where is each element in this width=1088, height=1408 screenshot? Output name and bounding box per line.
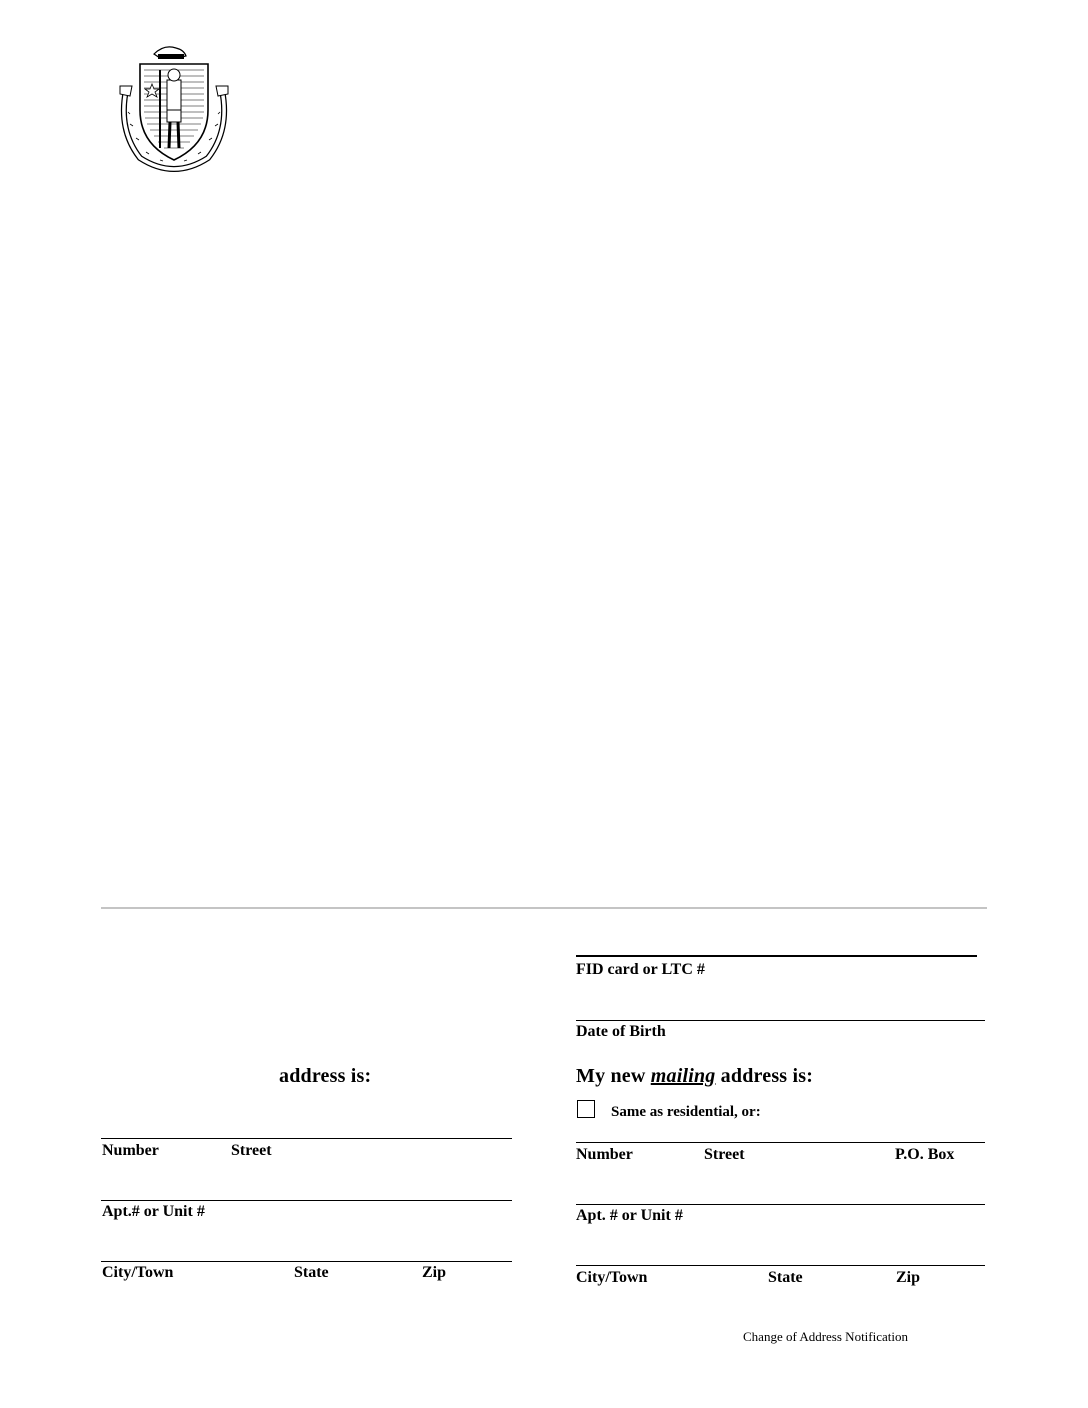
right-apt-label: Apt. # or Unit # (576, 1207, 683, 1224)
right-city-label: City/Town (576, 1269, 648, 1286)
mailing-address-heading (576, 1066, 813, 1086)
same-as-residential-checkbox[interactable] (577, 1100, 595, 1118)
dob-label: Date of Birth (576, 1023, 666, 1040)
left-apt-line[interactable] (101, 1200, 512, 1201)
left-apt-label: Apt.# or Unit # (102, 1203, 205, 1220)
left-street-label: Street (231, 1142, 272, 1159)
dob-line[interactable] (576, 1020, 985, 1021)
left-city-line[interactable] (101, 1261, 512, 1262)
right-number-label: Number (576, 1146, 633, 1163)
residential-address-heading: address is: (279, 1065, 372, 1087)
state-seal-logo (112, 40, 236, 180)
right-apt-line[interactable] (576, 1204, 985, 1205)
massachusetts-state-seal-icon (112, 40, 236, 180)
right-zip-label: Zip (896, 1269, 921, 1286)
left-number-label: Number (102, 1142, 159, 1159)
right-number-street-line[interactable] (576, 1142, 985, 1143)
right-city-line[interactable] (576, 1265, 985, 1266)
right-po-box-label: P.O. Box (895, 1146, 955, 1163)
mailing-heading-suffix: address is: (715, 1065, 814, 1087)
right-state-label: State (768, 1269, 803, 1286)
fid-label: FID card or LTC # (576, 961, 705, 978)
form-footer-title: Change of Address Notification (743, 1329, 908, 1344)
section-divider (101, 907, 987, 909)
fid-number-line[interactable] (576, 955, 977, 957)
left-zip-label: Zip (422, 1264, 447, 1281)
mailing-heading-prefix: My new (576, 1065, 651, 1087)
left-number-street-line[interactable] (101, 1138, 512, 1139)
left-city-label: City/Town (102, 1264, 174, 1281)
same-as-residential-label: Same as residential, or: (611, 1104, 761, 1120)
right-street-label: Street (704, 1146, 745, 1163)
left-state-label: State (294, 1264, 329, 1281)
mailing-heading-emphasis: mailing (650, 1065, 716, 1087)
